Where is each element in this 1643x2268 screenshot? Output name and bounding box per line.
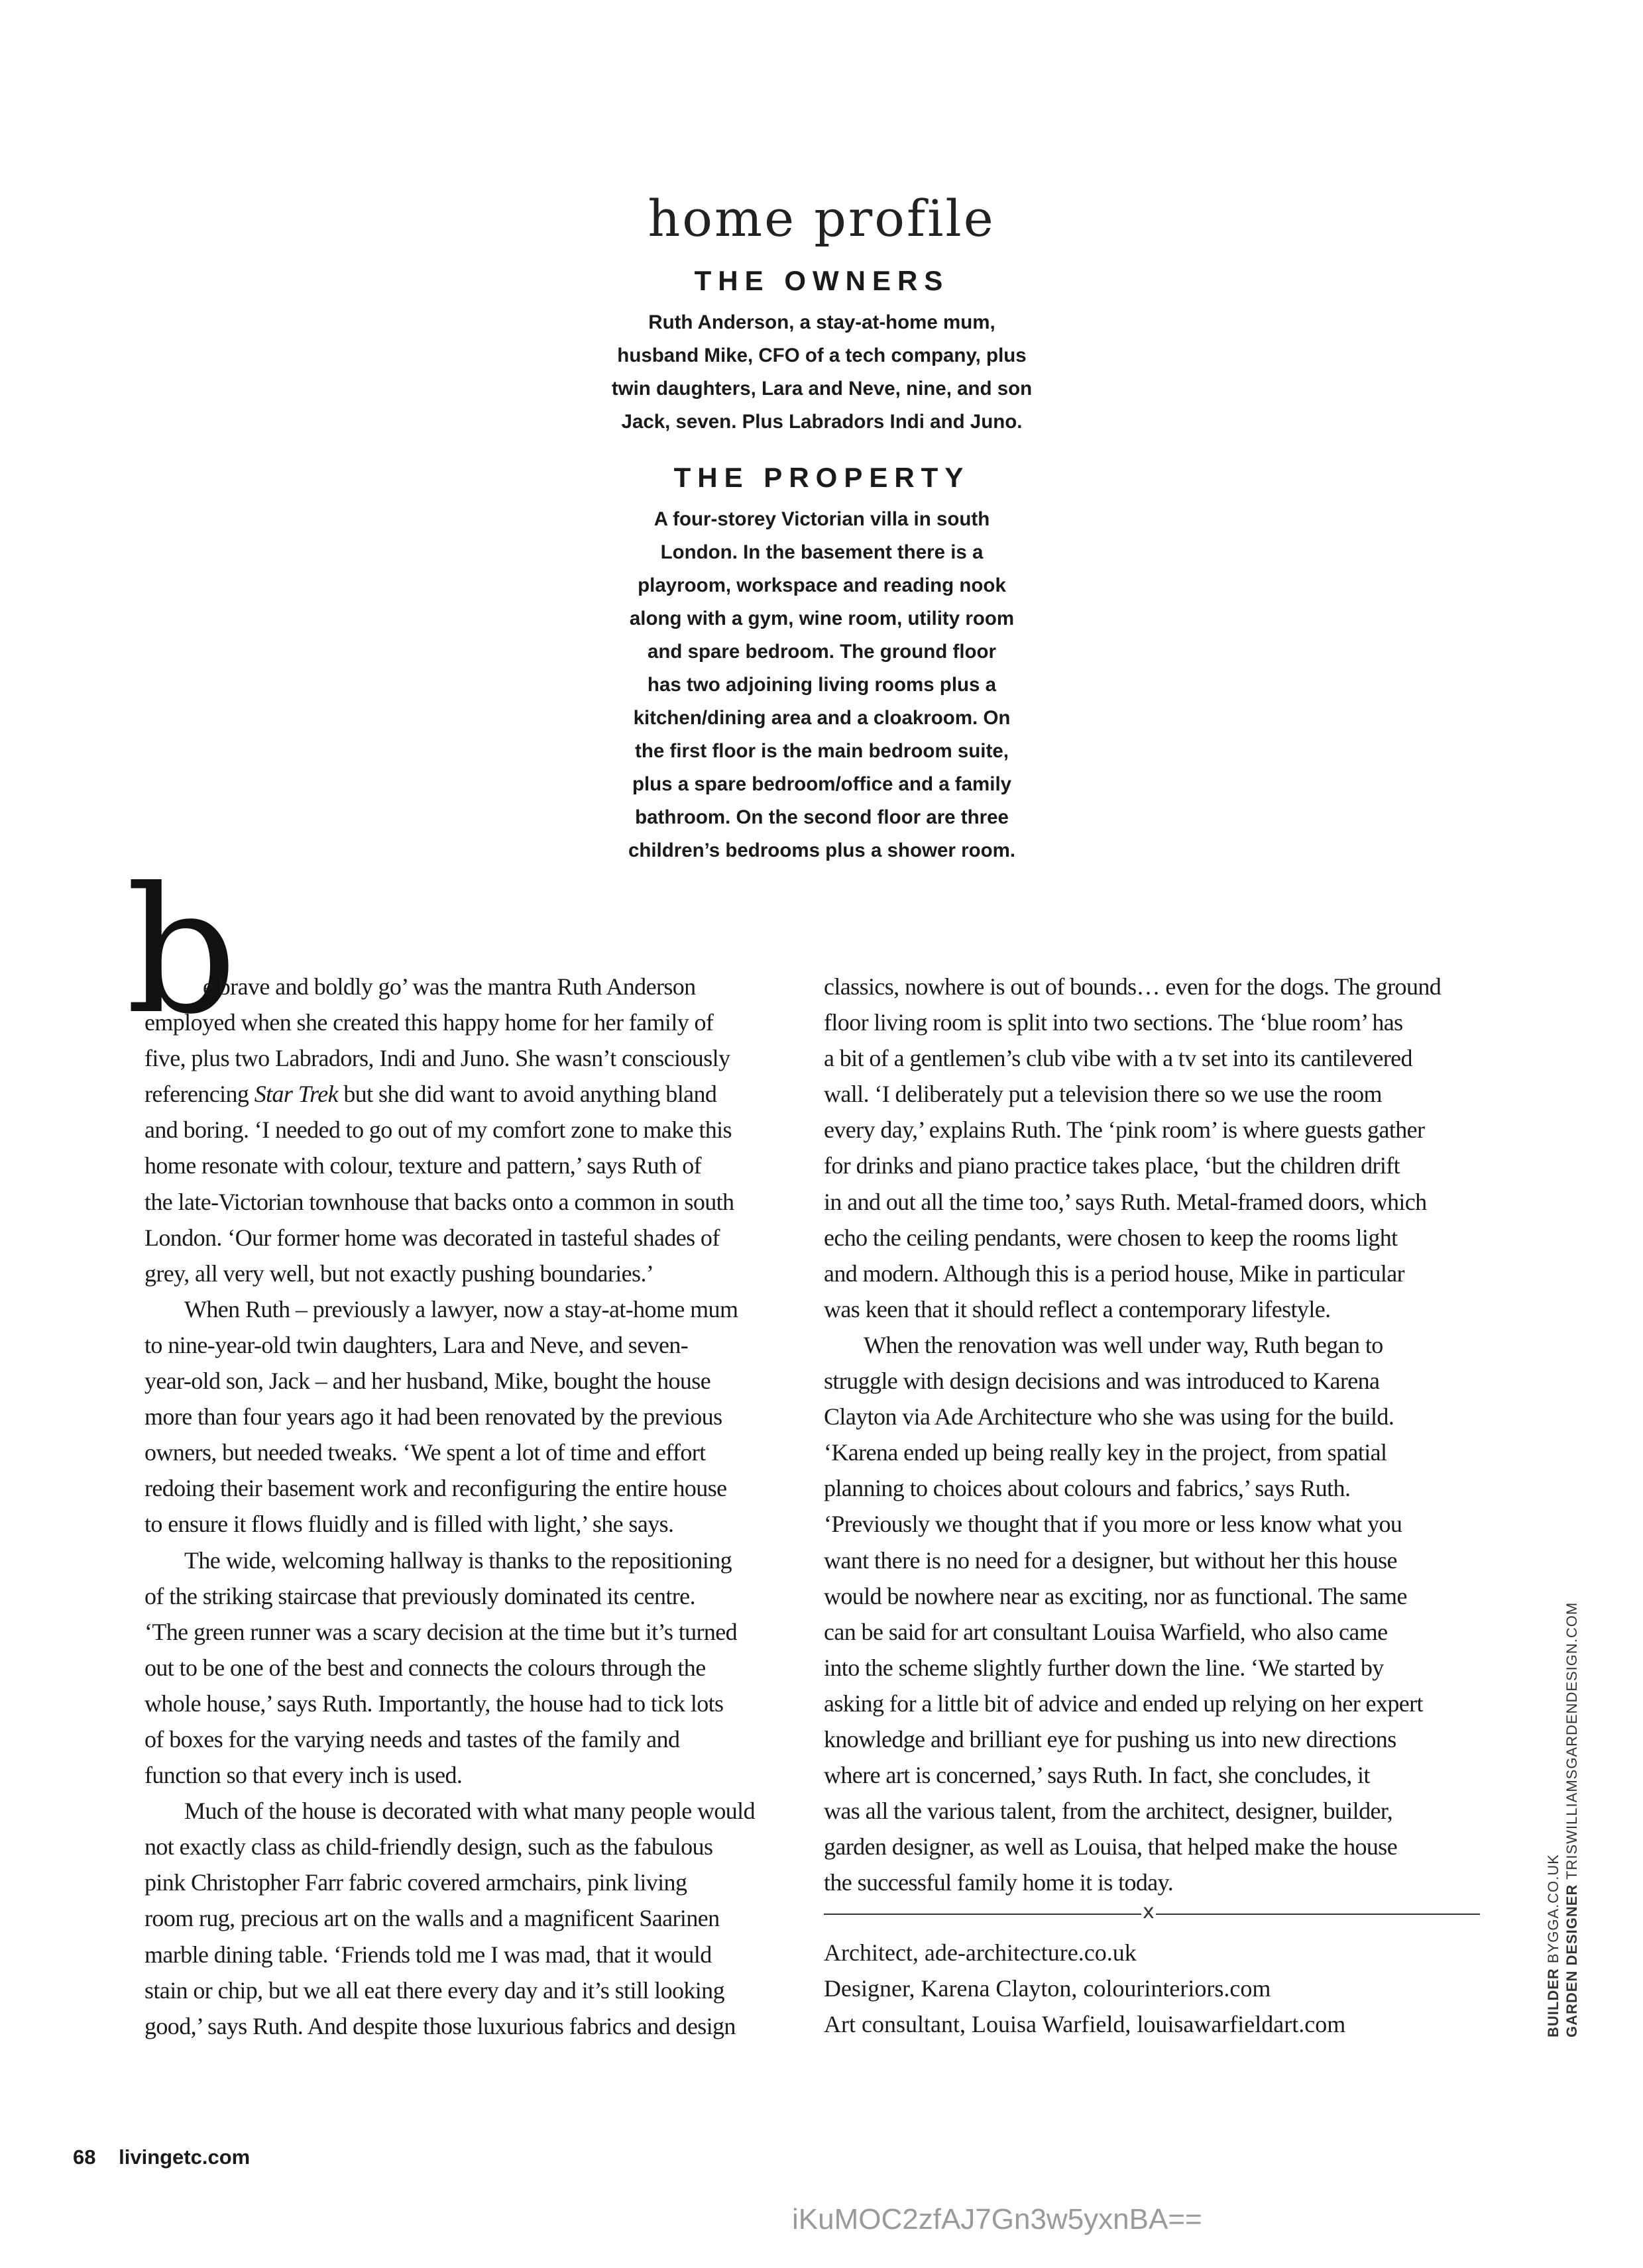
article-line: home resonate with colour, texture and pattern,’ says Ruth of <box>144 1152 702 1179</box>
property-line: London. In the basement there is a <box>660 541 984 563</box>
credit-label: GARDEN DESIGNER <box>1563 1884 1580 2037</box>
article-line: echo the ceiling pendants, were chosen to keep the rooms light <box>824 1224 1398 1251</box>
property-line: along with a gym, wine room, utility room <box>629 608 1015 629</box>
article-line: grey, all very well, but not exactly pushing boundaries.’ <box>144 1260 654 1287</box>
article-line: London. ‘Our former home was decorated in tasteful shades of <box>144 1224 720 1251</box>
article-line: classics, nowhere is out of bounds… even for the dogs. The ground <box>824 973 1442 1000</box>
property-line: and spare bedroom. The ground floor <box>647 641 997 663</box>
property-box <box>570 462 1074 867</box>
article-line: The wide, welcoming hallway is thanks to the repositioning <box>184 1546 732 1574</box>
property-line: bathroom. On the second floor are three <box>635 806 1009 828</box>
owners-line: husband Mike, CFO of a tech company, plus <box>617 345 1027 366</box>
article-line: five, plus two Labradors, Indi and Juno. She wasn’t consciously <box>144 1045 730 1072</box>
owners-heading: THE OWNERS <box>694 265 950 296</box>
article-line: where art is concerned,’ says Ruth. In fact, she concludes, it <box>824 1762 1370 1789</box>
credit-item: Art consultant, Louisa Warfield, louisawarfieldart.com <box>824 2011 1346 2037</box>
article-line: employed when she created this happy home for her family of <box>144 1009 714 1036</box>
article-line: knowledge and brilliant eye for pushing us into new directions <box>824 1725 1396 1753</box>
article-line: the late-Victorian townhouse that backs onto a common in south <box>144 1188 734 1215</box>
credit-value: BYGGA.CO.UK <box>1545 1854 1561 1969</box>
property-line: plus a spare bedroom/office and a family <box>632 773 1012 795</box>
property-line: the first floor is the main bedroom suite, <box>635 740 1009 762</box>
article-line: of boxes for the varying needs and tastes of the family and <box>144 1725 680 1753</box>
credit-label: BUILDER <box>1545 1968 1561 2037</box>
builder-credit <box>1544 1602 1563 2037</box>
owners-line: Ruth Anderson, a stay-at-home mum, <box>648 311 995 333</box>
article-line: every day,’ explains Ruth. The ‘pink room’ is where guests gather <box>824 1116 1425 1144</box>
article-line: marble dining table. ‘Friends told me I was mad, that it would <box>144 1941 712 1968</box>
article-line: struggle with design decisions and was introduced to Karena <box>824 1368 1380 1395</box>
article-line: Clayton via Ade Architecture who she was using for the build. <box>824 1403 1394 1431</box>
article-line: function so that every inch is used. <box>144 1762 463 1789</box>
article-line: more than four years ago it had been renovated by the previous <box>144 1403 722 1431</box>
italic-title: Star Trek <box>254 1081 338 1108</box>
article-line: ‘Previously we thought that if you more or less know what you <box>824 1511 1402 1538</box>
article-line: out to be one of the best and connects the colours through the <box>144 1654 706 1681</box>
article-line: was all the various talent, from the architect, designer, builder, <box>824 1798 1393 1825</box>
article-paragraph <box>144 1793 807 2044</box>
property-line: has two adjoining living rooms plus a <box>647 674 997 696</box>
site-name: livingetc.com <box>119 2145 251 2169</box>
article-line: to nine-year-old twin daughters, Lara and Neve, and seven- <box>144 1331 689 1358</box>
property-text <box>570 503 1074 867</box>
garden-designer-credit <box>1563 1602 1581 2037</box>
credit-value: TRISWILLIAMSGARDENDESIGN.COM <box>1563 1601 1580 1884</box>
article-line: wall. ‘I deliberately put a television there so we use the room <box>824 1081 1382 1108</box>
article-line: but she did want to avoid anything bland <box>337 1081 717 1108</box>
article-line: want there is no need for a designer, but without her this house <box>824 1546 1397 1574</box>
credit-item: Designer, Karena Clayton, colourinteriors.com <box>824 1975 1271 2002</box>
drop-cap: b <box>126 850 237 1052</box>
article-line: ‘Karena ended up being really key in the project, from spatial <box>824 1439 1387 1466</box>
article-line: to ensure it flows fluidly and is filled with light,’ she says. <box>144 1511 674 1538</box>
article-line: pink Christopher Farr fabric covered armchairs, pink living <box>144 1869 687 1896</box>
article-line: in and out all the time too,’ says Ruth. Metal-framed doors, which <box>824 1188 1427 1215</box>
article-line: whole house,’ says Ruth. Importantly, the house had to tick lots <box>144 1690 724 1717</box>
article-line: When Ruth – previously a lawyer, now a stay-at-home mum <box>184 1295 738 1323</box>
article-line: for drinks and piano practice takes place, ‘but the children drift <box>824 1152 1400 1179</box>
article-paragraph <box>824 1327 1500 1901</box>
watermark-text: iKuMOC2zfAJ7Gn3w5yxnBA== <box>792 2203 1202 2236</box>
page-number: 68 <box>73 2145 96 2169</box>
article-line: not exactly class as child-friendly design, such as the fabulous <box>144 1833 713 1861</box>
article-line: of the striking staircase that previously dominated its centre. <box>144 1582 695 1609</box>
article-line: redoing their basement work and reconfiguring the entire house <box>144 1475 727 1502</box>
article-line: can be said for art consultant Louisa Warfield, who also came <box>824 1618 1388 1645</box>
property-line: kitchen/dining area and a cloakroom. On <box>633 707 1011 729</box>
article-line: would be nowhere near as exciting, nor as functional. The same <box>824 1582 1407 1609</box>
article-line: planning to choices about colours and fabrics,’ says Ruth. <box>824 1475 1351 1502</box>
article-line: garden designer, as well as Louisa, that helped make the house <box>824 1833 1398 1861</box>
article-line: stain or chip, but we all eat there every day and it’s still looking <box>144 1976 724 2004</box>
article-line: good,’ says Ruth. And despite those luxurious fabrics and design <box>144 2012 736 2039</box>
article-line: room rug, precious art on the walls and a magnificent Saarinen <box>144 1905 720 1932</box>
property-line: playroom, workspace and reading nook <box>638 574 1006 596</box>
credits-list <box>824 1935 1345 2042</box>
article-line: floor living room is split into two sections. The ‘blue room’ has <box>824 1009 1403 1036</box>
article-line: owners, but needed tweaks. ‘We spent a lot of time and effort <box>144 1439 706 1466</box>
owners-line: twin daughters, Lara and Neve, nine, and son <box>611 378 1033 400</box>
property-line: A four-storey Victorian villa in south <box>653 508 990 530</box>
credit-item: Architect, ade-architecture.co.uk <box>824 1939 1137 1966</box>
owners-text <box>570 306 1074 439</box>
divider-mark: x <box>1141 1898 1156 1927</box>
article-line: referencing <box>144 1081 255 1108</box>
article-paragraph <box>144 1291 807 1542</box>
article-line: year-old son, Jack – and her husband, Mike, bought the house <box>144 1368 711 1395</box>
article-line: a bit of a gentlemen’s club vibe with a tv set into its cantilevered <box>824 1045 1412 1072</box>
article-line: into the scheme slightly further down the line. ‘We started by <box>824 1654 1384 1681</box>
article-column-right <box>824 969 1500 1900</box>
property-heading: THE PROPERTY <box>673 462 970 493</box>
article-line: and boring. ‘I needed to go out of my comfort zone to make this <box>144 1116 732 1144</box>
article-line: e brave and boldly go’ was the mantra Ruth Anderson <box>203 973 696 1000</box>
article-line: ‘The green runner was a scary decision at the time but it’s turned <box>144 1618 738 1645</box>
article-paragraph <box>824 969 1500 1327</box>
article-line: asking for a little bit of advice and ended up relying on her expert <box>824 1690 1423 1717</box>
article-line: Much of the house is decorated with what many people would <box>184 1798 755 1825</box>
article-line: the successful family home it is today. <box>824 1869 1174 1896</box>
owners-box <box>570 265 1074 439</box>
article-line: When the renovation was well under way, Ruth began to <box>864 1331 1383 1358</box>
page-footer <box>73 2145 250 2169</box>
article-paragraph <box>144 1542 807 1794</box>
property-line: children’s bedrooms plus a shower room. <box>628 839 1016 861</box>
owners-line: Jack, seven. Plus Labradors Indi and Juno. <box>621 411 1023 433</box>
article-line: was keen that it should reflect a contemporary lifestyle. <box>824 1295 1331 1323</box>
article-line: and modern. Although this is a period house, Mike in particular <box>824 1260 1405 1287</box>
side-credits <box>1544 1602 1581 2037</box>
article-column-left <box>144 969 807 2044</box>
article-paragraph <box>144 969 807 1291</box>
section-title: home profile <box>648 189 995 248</box>
